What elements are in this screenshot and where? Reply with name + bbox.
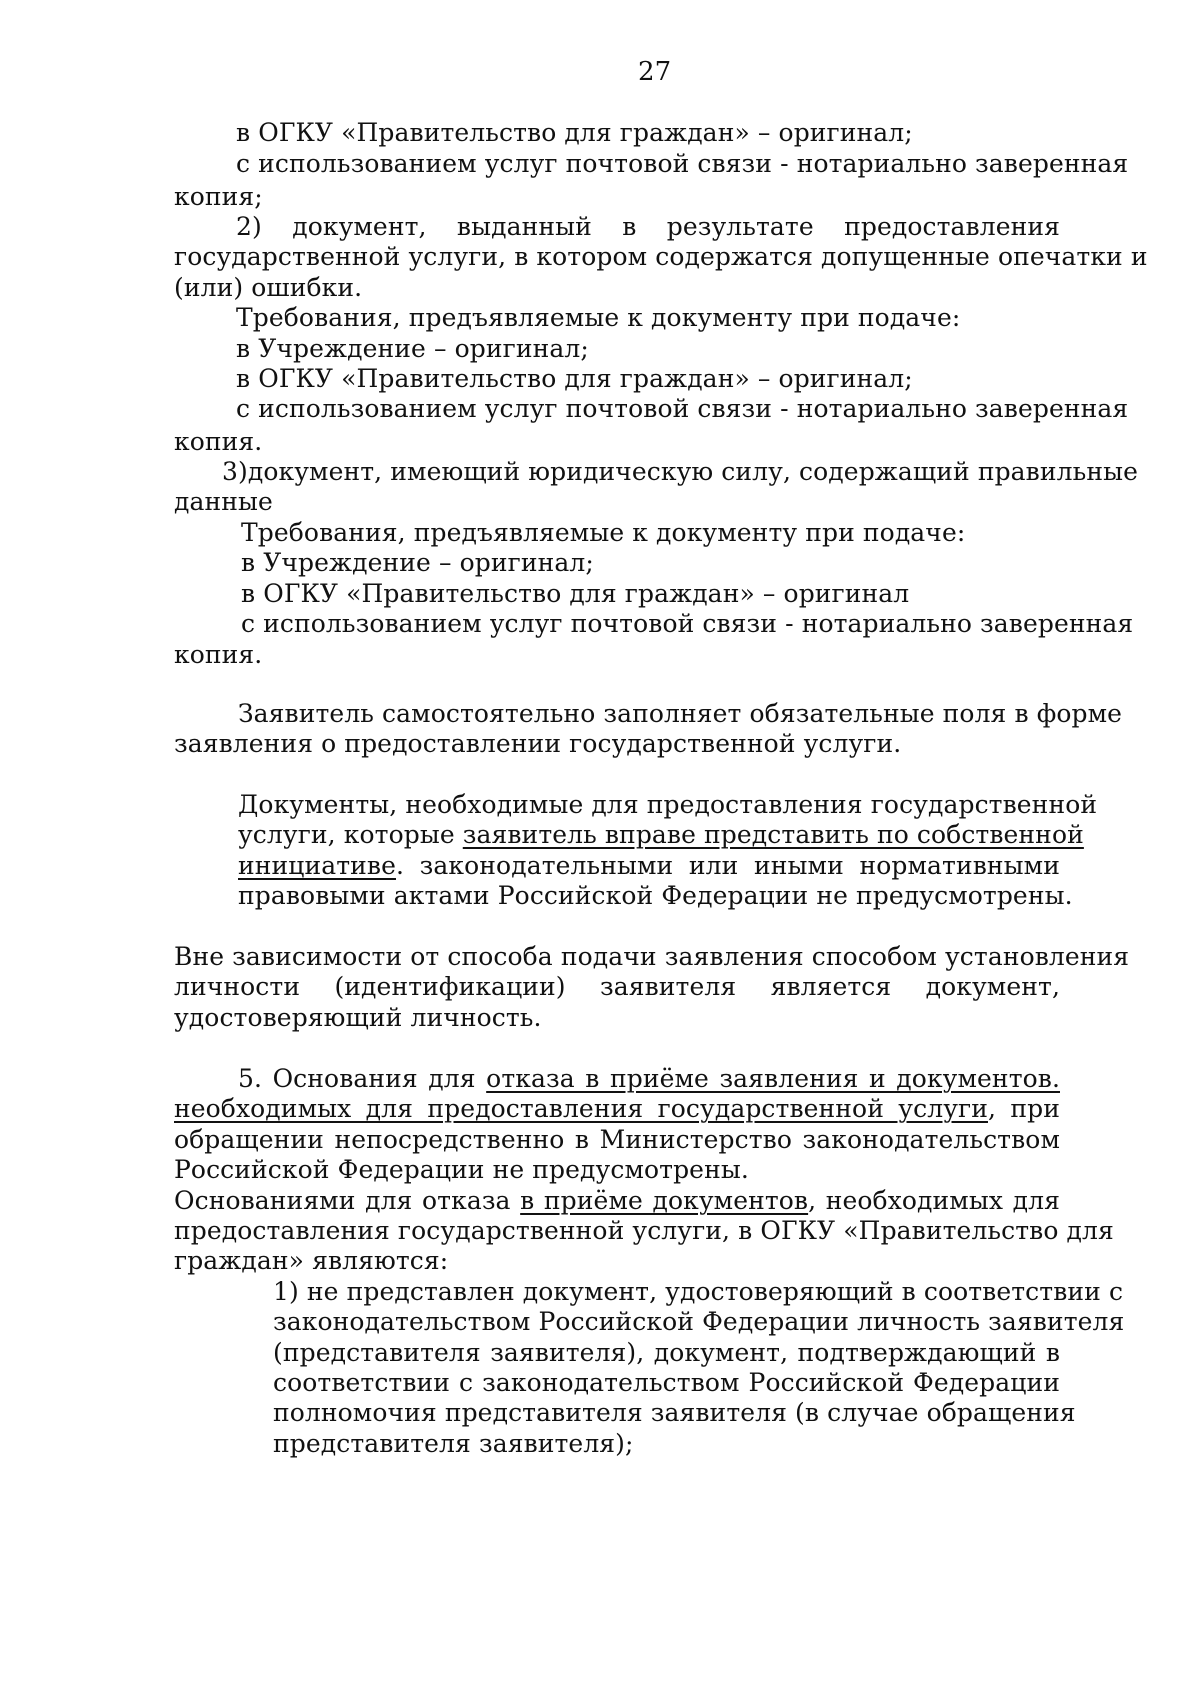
text-segment: , необходимых для — [808, 1186, 1060, 1215]
text-line: копия. — [174, 640, 263, 669]
text-line: с использованием услуг почтовой связи - нотариально заверенная — [236, 149, 1129, 178]
text-line: Заявитель самостоятельно заполняет обязательные поля в форме — [238, 699, 1123, 728]
text-line — [238, 850, 1060, 882]
text-line: 3)документ, имеющий юридическую силу, содержащий правильные — [222, 457, 1138, 486]
text-line: Документы, необходимые для предоставления государственной — [238, 790, 1098, 819]
text-line: копия; — [174, 182, 263, 211]
text-line: граждан» являются: — [174, 1246, 449, 1275]
text-line: государственной услуги, в котором содержатся допущенные опечатки и — [174, 242, 1148, 271]
text-line: в ОГКУ «Правительство для граждан» – оригинал — [241, 579, 910, 608]
underlined-text: инициативе — [238, 851, 396, 880]
text-line: с использованием услуг почтовой связи - нотариально заверенная — [241, 609, 1134, 638]
text-line: данные — [174, 487, 273, 516]
text-line: Российской Федерации не предусмотрены. — [174, 1155, 749, 1184]
underlined-text: отказа в приёме заявления и документов. — [486, 1064, 1060, 1093]
text-segment: Основаниями для отказа — [174, 1186, 521, 1215]
text-line: в Учреждение – оригинал; — [241, 548, 594, 577]
text-line: представителя заявителя); — [273, 1429, 634, 1458]
text-line — [174, 1185, 1060, 1217]
text-line: 1) не представлен документ, удостоверяющий в соответствии с — [273, 1277, 1124, 1306]
text-segment: 5. Основания для — [238, 1064, 487, 1093]
text-line: законодательством Российской Федерации личность заявителя — [273, 1307, 1125, 1336]
text-line: обращении непосредственно в Министерство законодательством — [174, 1125, 1060, 1154]
text-line: (представителя заявителя), документ, подтверждающий в — [273, 1338, 1060, 1367]
text-line — [238, 1063, 1060, 1095]
text-line: в ОГКУ «Правительство для граждан» – оригинал; — [236, 364, 913, 393]
page-number: 27 — [638, 57, 672, 87]
text-line: удостоверяющий личность. — [174, 1003, 542, 1032]
text-line: Требования, предъявляемые к документу при подаче: — [236, 303, 961, 332]
underlined-text: необходимых для предоставления государственной услуги — [174, 1094, 988, 1123]
text-line: соответствии с законодательством Российской Федерации — [273, 1368, 1060, 1397]
text-line: с использованием услуг почтовой связи - нотариально заверенная — [236, 394, 1129, 423]
underlined-text: заявитель вправе представить по собственной — [462, 820, 1084, 849]
text-line: Вне зависимости от способа подачи заявления способом установления — [174, 942, 1130, 971]
text-line: полномочия представителя заявителя (в случае обращения — [273, 1398, 1076, 1427]
text-line: заявления о предоставлении государственной услуги. — [174, 729, 902, 758]
underlined-text: в приёме документов — [520, 1186, 809, 1215]
text-line: предоставления государственной услуги, в ОГКУ «Правительство для — [174, 1216, 1114, 1245]
text-segment: . законодательными или иными нормативными — [396, 851, 1060, 880]
text-segment: услуги, которые — [238, 820, 463, 849]
text-line — [174, 1093, 1060, 1125]
text-line: личности (идентификации) заявителя является документ, — [174, 972, 1060, 1001]
text-line — [238, 819, 1084, 851]
text-line: в ОГКУ «Правительство для граждан» – оригинал; — [236, 118, 913, 147]
text-line: Требования, предъявляемые к документу при подаче: — [241, 518, 966, 547]
text-line: копия. — [174, 427, 263, 456]
text-line: (или) ошибки. — [174, 273, 363, 302]
text-segment: , при — [987, 1094, 1061, 1123]
text-line: 2) документ, выданный в результате предоставления — [236, 212, 1060, 241]
text-line: правовыми актами Российской Федерации не предусмотрены. — [238, 881, 1073, 910]
text-line: в Учреждение – оригинал; — [236, 334, 589, 363]
